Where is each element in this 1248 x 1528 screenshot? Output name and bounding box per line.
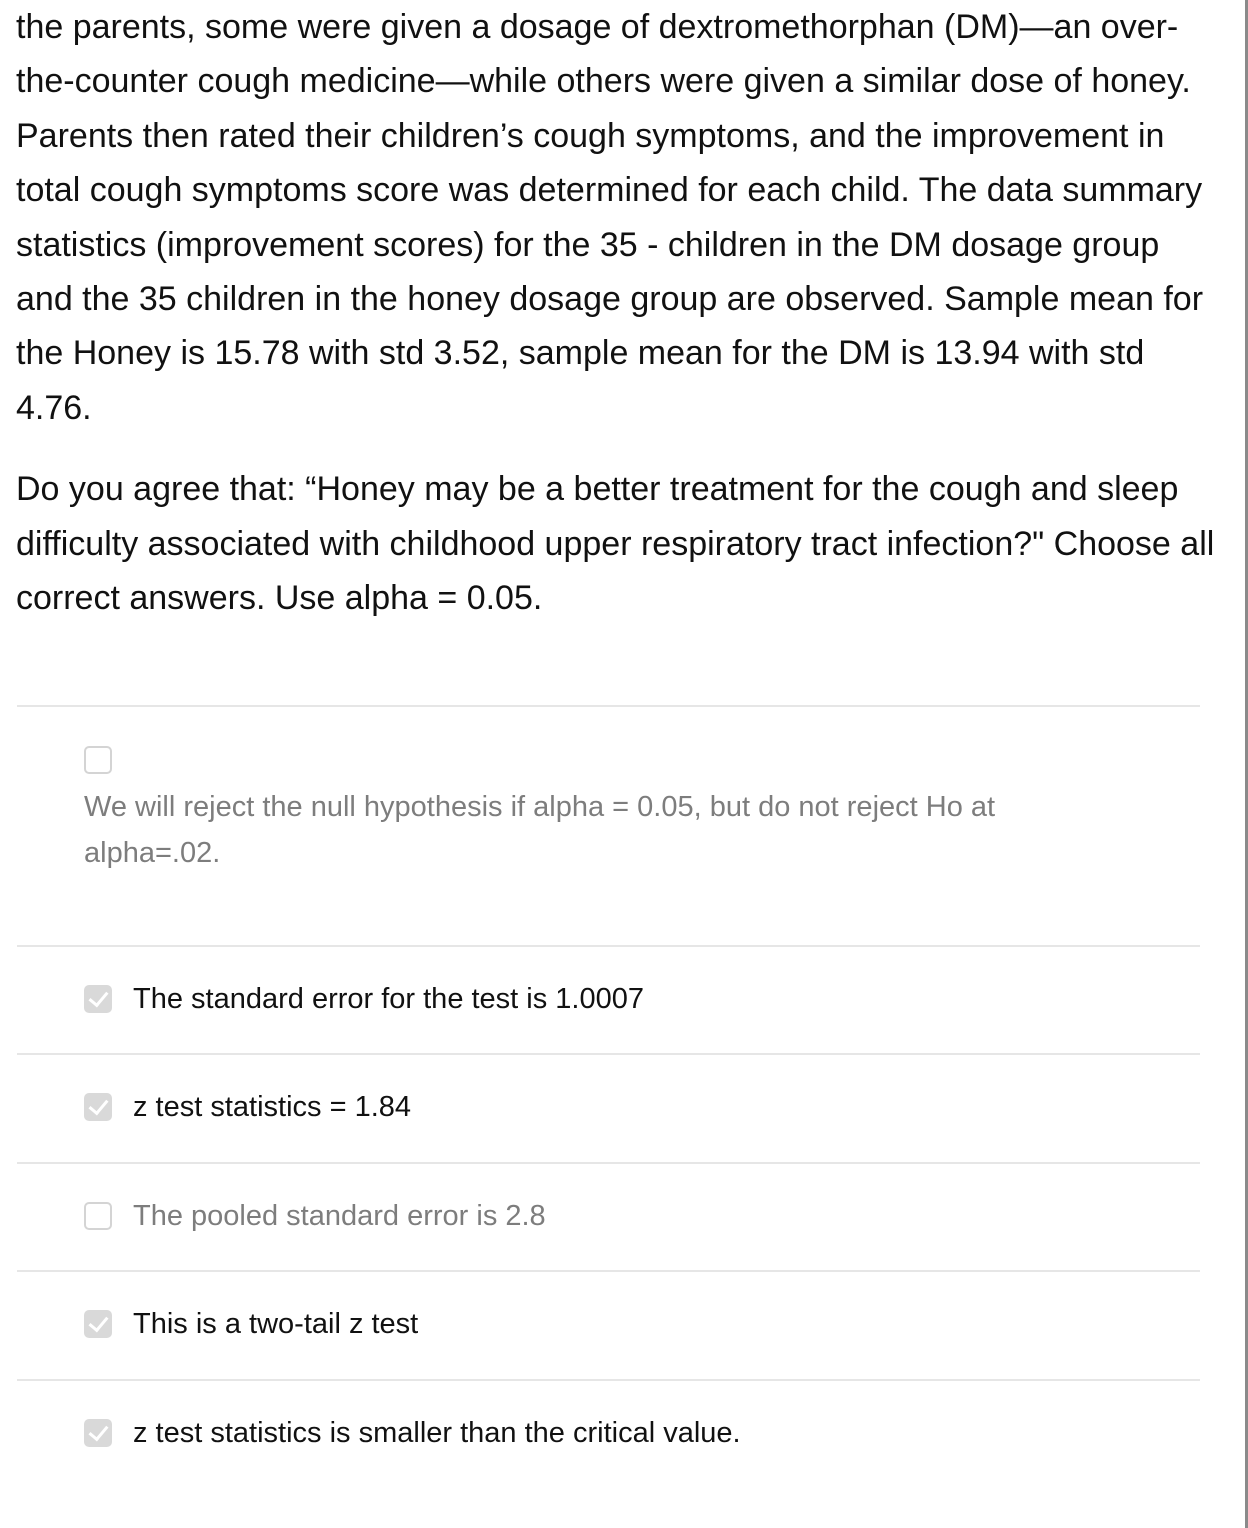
answer-option[interactable] [17, 707, 1200, 947]
answer-label[interactable]: This is a two-tail z test [133, 1308, 419, 1340]
question-prompt: Do you agree that: “Honey may be a better treatment for the cough and sleep difficulty associated with childhood upper respiratory tract infection?" Choose all correct answers. Use alpha = 0.05. [16, 470, 1215, 618]
answer-option[interactable] [17, 947, 1200, 1055]
question-paragraph: the parents, some were given a dosage of dextromethorphan (DM)—an over-the-counter cough medicine—while others were given a similar dose of honey. Parents then rated their children’s cough symptoms, and the improvement in total cough symptoms score was determined for each child. The data summary statistics (improvement scores) for the 35 - children in the DM dosage group and the 35 children in the honey dosage group are observed. Sample mean for the Honey is 15.78 with std 3.52, sample mean for the DM is 13.94 with std 4.76. [16, 8, 1204, 427]
answer-checkbox[interactable] [84, 1202, 112, 1230]
answer-option[interactable] [17, 1055, 1200, 1164]
answer-label[interactable]: The standard error for the test is 1.0007 [133, 983, 644, 1015]
answer-option[interactable] [17, 1164, 1200, 1272]
answer-checkbox[interactable] [84, 746, 112, 774]
answer-checkbox[interactable] [84, 1093, 112, 1121]
answer-label[interactable]: z test statistics is smaller than the critical value. [133, 1417, 741, 1449]
answer-label[interactable]: z test statistics = 1.84 [133, 1091, 412, 1123]
answer-option[interactable] [17, 1381, 1200, 1501]
answer-list [17, 705, 1200, 1501]
answer-checkbox[interactable] [84, 985, 112, 1013]
answer-checkbox[interactable] [84, 1419, 112, 1447]
answer-checkbox[interactable] [84, 1310, 112, 1338]
answer-label[interactable]: The pooled standard error is 2.8 [133, 1200, 546, 1232]
answer-option[interactable] [17, 1272, 1200, 1381]
question-text [16, 0, 1216, 625]
answer-label[interactable]: We will reject the null hypothesis if alpha = 0.05, but do not reject Ho at alpha=.02. [84, 791, 996, 869]
